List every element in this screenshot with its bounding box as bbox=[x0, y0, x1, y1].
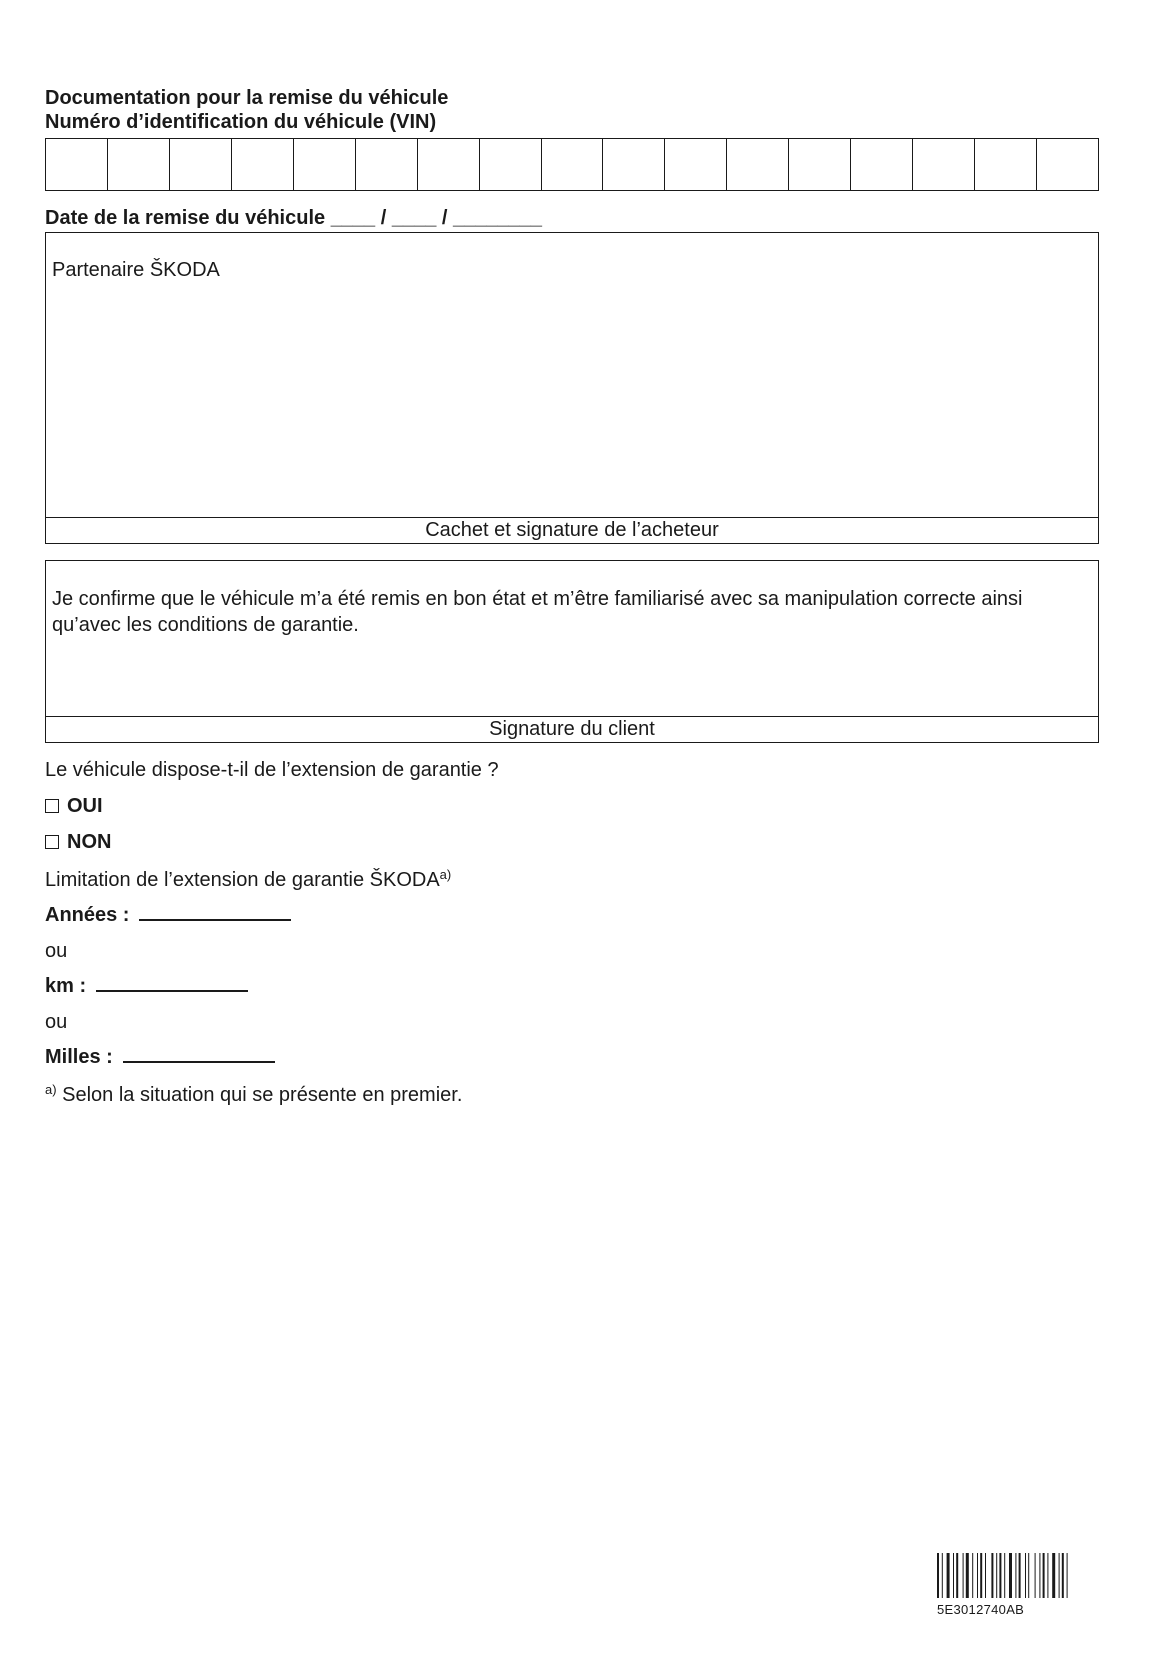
vin-cell[interactable] bbox=[603, 139, 665, 190]
option-yes-label: OUI bbox=[67, 795, 103, 817]
footnote-text: Selon la situation qui se présente en premier. bbox=[62, 1084, 463, 1106]
miles-label: Milles : bbox=[45, 1046, 113, 1068]
or-separator-1: ou bbox=[45, 940, 68, 962]
option-no-label: NON bbox=[67, 831, 112, 853]
option-no[interactable] bbox=[45, 830, 111, 854]
vin-cell[interactable] bbox=[232, 139, 294, 190]
partner-stamp-box[interactable] bbox=[45, 232, 1099, 544]
partner-label: Partenaire ŠKODA bbox=[52, 259, 220, 281]
barcode-bar bbox=[1025, 1553, 1026, 1598]
footnote-mark: a) bbox=[45, 1082, 57, 1097]
barcode-bar bbox=[1004, 1553, 1005, 1598]
or-separator-2: ou bbox=[45, 1011, 68, 1033]
vin-cell[interactable] bbox=[170, 139, 232, 190]
barcode-bar bbox=[956, 1553, 958, 1598]
extension-question: Le véhicule dispose-t-il de l’extension de garantie ? bbox=[45, 759, 499, 781]
barcode-bar bbox=[1067, 1553, 1068, 1598]
barcode-bar bbox=[1028, 1553, 1029, 1598]
barcode-bar bbox=[1039, 1553, 1040, 1598]
vin-cell[interactable] bbox=[542, 139, 604, 190]
vin-cell[interactable] bbox=[1037, 139, 1098, 190]
limitation-label: Limitation de l’extension de garantie ŠKODA bbox=[45, 869, 440, 891]
customer-signature-label: Signature du client bbox=[46, 716, 1098, 742]
miles-field[interactable] bbox=[45, 1045, 275, 1069]
vin-cell[interactable] bbox=[789, 139, 851, 190]
barcode-bar bbox=[963, 1553, 964, 1598]
vin-cell[interactable] bbox=[851, 139, 913, 190]
barcode bbox=[937, 1553, 1099, 1598]
vin-cell[interactable] bbox=[356, 139, 418, 190]
vin-cell[interactable] bbox=[294, 139, 356, 190]
barcode-bar bbox=[1009, 1553, 1012, 1598]
vin-cell[interactable] bbox=[418, 139, 480, 190]
vin-cell[interactable] bbox=[975, 139, 1037, 190]
footnote bbox=[45, 1083, 462, 1107]
customer-confirmation-box[interactable] bbox=[45, 560, 1099, 743]
barcode-bar bbox=[1035, 1553, 1036, 1598]
vin-cell[interactable] bbox=[913, 139, 975, 190]
years-label: Années : bbox=[45, 904, 130, 926]
option-yes[interactable] bbox=[45, 794, 103, 818]
barcode-bar bbox=[1043, 1553, 1045, 1598]
km-field[interactable] bbox=[45, 974, 248, 998]
barcode-number: 5E3012740AB bbox=[937, 1602, 1025, 1617]
barcode-bar bbox=[1052, 1553, 1055, 1598]
barcode-bar bbox=[1047, 1553, 1048, 1598]
vin-input-grid[interactable] bbox=[45, 138, 1099, 191]
barcode-bar bbox=[966, 1553, 969, 1598]
document-title: Documentation pour la remise du véhicule bbox=[45, 87, 449, 109]
vin-cell[interactable] bbox=[665, 139, 727, 190]
years-field[interactable] bbox=[45, 903, 291, 927]
km-label: km : bbox=[45, 975, 87, 997]
vin-cell[interactable] bbox=[46, 139, 108, 190]
barcode-bar bbox=[980, 1553, 982, 1598]
limitation-footnote-mark: a) bbox=[439, 867, 452, 882]
barcode-bar bbox=[1062, 1553, 1064, 1598]
confirmation-text: Je confirme que le véhicule m’a été remis en bon état et m’être familiarisé avec sa manipulation correcte ainsi qu’avec les conditions de garantie. bbox=[52, 588, 1023, 636]
barcode-bar bbox=[977, 1553, 978, 1598]
barcode-bar bbox=[985, 1553, 986, 1598]
barcode-bar bbox=[947, 1553, 950, 1598]
barcode-bar bbox=[942, 1553, 943, 1598]
barcode-bar bbox=[937, 1553, 939, 1598]
barcode-bar bbox=[999, 1553, 1001, 1598]
years-blank[interactable] bbox=[139, 918, 291, 921]
barcode-bar bbox=[972, 1553, 973, 1598]
barcode-bar bbox=[991, 1553, 993, 1598]
buyer-stamp-signature-label: Cachet et signature de l’acheteur bbox=[46, 517, 1098, 543]
vin-cell[interactable] bbox=[727, 139, 789, 190]
handover-date-label: Date de la remise du véhicule bbox=[45, 207, 326, 229]
km-blank[interactable] bbox=[96, 989, 248, 992]
barcode-bar bbox=[996, 1553, 997, 1598]
limitation-label-row bbox=[45, 868, 451, 892]
checkbox-yes[interactable] bbox=[45, 799, 59, 813]
vin-label: Numéro d’identification du véhicule (VIN) bbox=[45, 111, 437, 133]
vin-cell[interactable] bbox=[480, 139, 542, 190]
barcode-bar bbox=[1019, 1553, 1021, 1598]
barcode-bar bbox=[1059, 1553, 1060, 1598]
checkbox-no[interactable] bbox=[45, 835, 59, 849]
handover-date-blanks[interactable]: ____ / ____ / ________ bbox=[330, 207, 542, 229]
miles-blank[interactable] bbox=[123, 1060, 275, 1063]
vin-cell[interactable] bbox=[108, 139, 170, 190]
barcode-bar bbox=[1015, 1553, 1016, 1598]
barcode-bar bbox=[953, 1553, 954, 1598]
handover-date-field[interactable] bbox=[45, 206, 542, 230]
